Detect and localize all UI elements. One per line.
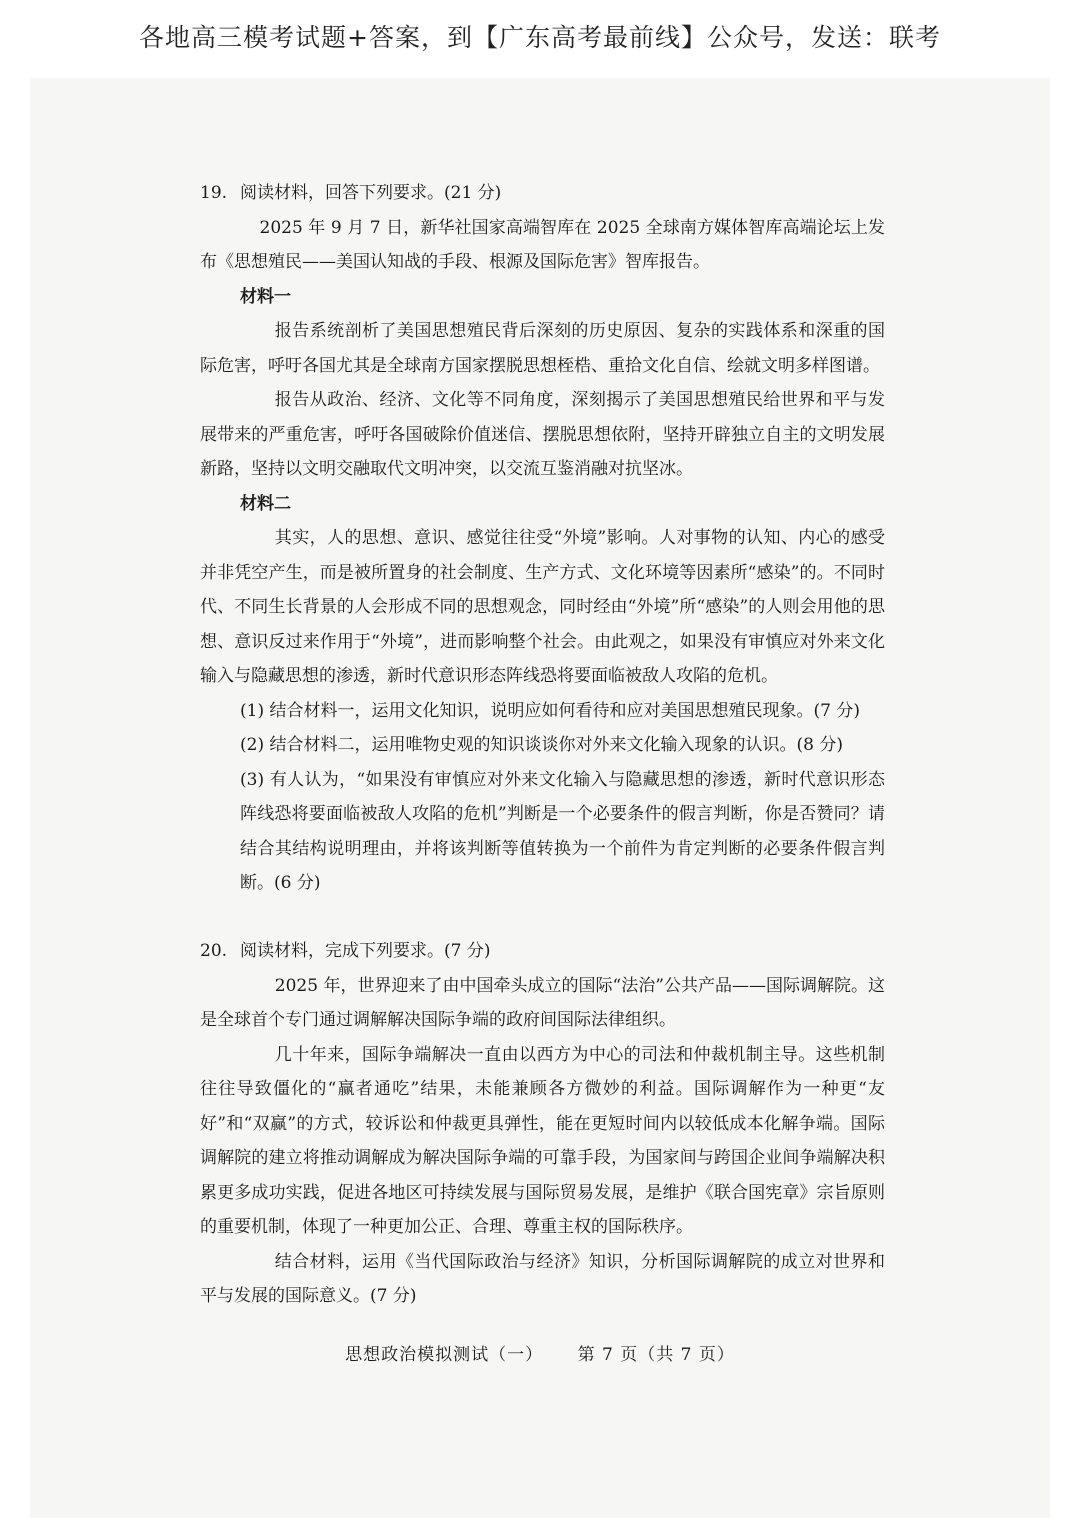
- footer-page-number: 第 7 页（共 7 页）: [577, 1345, 735, 1365]
- q20-task: 结合材料，运用《当代国际政治与经济》知识，分析国际调解院的成立对世界和平与发展的国际意义。(7 分): [200, 1251, 885, 1306]
- question-number: 20.: [200, 941, 228, 961]
- material-1-label: 材料一: [240, 286, 291, 307]
- question-20-heading: [200, 934, 885, 969]
- question-19: [200, 176, 885, 901]
- question-19-heading: [200, 176, 885, 211]
- footer-subject: 思想政治模拟测试（一）: [345, 1345, 544, 1365]
- material-2-label: 材料二: [240, 493, 291, 514]
- question-number: 19.: [200, 183, 228, 203]
- sub-question-3: (3) 有人认为，“如果没有审慎应对外来文化输入与隐藏思想的渗透，新时代意识形态阵线恐将要面临被敌人攻陷的危机”判断是一个必要条件的假言判断，你是否赞同？请结合其结构说明理由，并将该判断等值转换为一个前件为肯定判断的必要条件假言判断。(6 分): [240, 769, 885, 893]
- material-2-paragraph: 其实，人的思想、意识、感觉往往受“外境”影响。人对事物的认知、内心的感受并非凭空产生，而是被所置身的社会制度、生产方式、文化环境等因素所“感染”的。不同时代、不同生长背景的人会形成不同的思想观念，同时经由“外境”所“感染”的人则会用他的思想、意识反过来作用于“外境”，进而影响整个社会。由此观之，如果没有审慎应对外来文化输入与隐藏思想的渗透，新时代意识形态阵线恐将要面临被敌人攻陷的危机。: [200, 528, 885, 686]
- question-20: [200, 934, 885, 1314]
- sub-question-2: (2) 结合材料二，运用唯物史观的知识谈谈你对外来文化输入现象的认识。(8 分): [240, 735, 843, 755]
- material-1-paragraph-1: 报告系统剖析了美国思想殖民背后深刻的历史原因、复杂的实践体系和深重的国际危害，呼吁各国尤其是全球南方国家摆脱思想桎梏、重拾文化自信、绘就文明多样图谱。: [200, 321, 885, 376]
- q20-paragraph-1: 2025 年，世界迎来了由中国牵头成立的国际“法治”公共产品——国际调解院。这是全球首个专门通过调解解决国际争端的政府间国际法律组织。: [200, 975, 885, 1030]
- page-footer: [0, 1340, 1080, 1365]
- material-1-paragraph-2: 报告从政治、经济、文化等不同角度，深刻揭示了美国思想殖民给世界和平与发展带来的严重危害，呼吁各国破除价值迷信、摆脱思想依附，坚持开辟独立自主的文明发展新路，坚持以文明交融取代文明冲突，以交流互鉴消融对抗坚冰。: [200, 390, 885, 479]
- q20-paragraph-2: 几十年来，国际争端解决一直由以西方为中心的司法和仲裁机制主导。这些机制往往导致僵化的“赢者通吃”结果，未能兼顾各方微妙的利益。国际调解作为一种更“友好”和“双赢”的方式，较诉讼和仲裁更具弹性，能在更短时间内以较低成本化解争端。国际调解院的建立将推动调解成为解决国际争端的可靠手段，为国家间与跨国企业间争端解决积累更多成功实践，促进各地区可持续发展与国际贸易发展，是维护《联合国宪章》宗旨原则的重要机制，体现了一种更加公正、合理、尊重主权的国际秩序。: [200, 1044, 885, 1237]
- promo-banner: 各地高三模考试题+答案，到【广东高考最前线】公众号，发送：联考: [139, 23, 941, 52]
- intro-paragraph: 2025 年 9 月 7 日，新华社国家高端智库在 2025 全球南方媒体智库高端论坛上发布《思想殖民——美国认知战的手段、根源及国际危害》智库报告。: [200, 217, 885, 272]
- question-instruction: 阅读材料，完成下列要求。(7 分): [240, 941, 491, 961]
- sub-question-1: (1) 结合材料一，运用文化知识，说明应如何看待和应对美国思想殖民现象。(7 分): [240, 700, 860, 721]
- question-instruction: 阅读材料，回答下列要求。(21 分): [240, 183, 502, 203]
